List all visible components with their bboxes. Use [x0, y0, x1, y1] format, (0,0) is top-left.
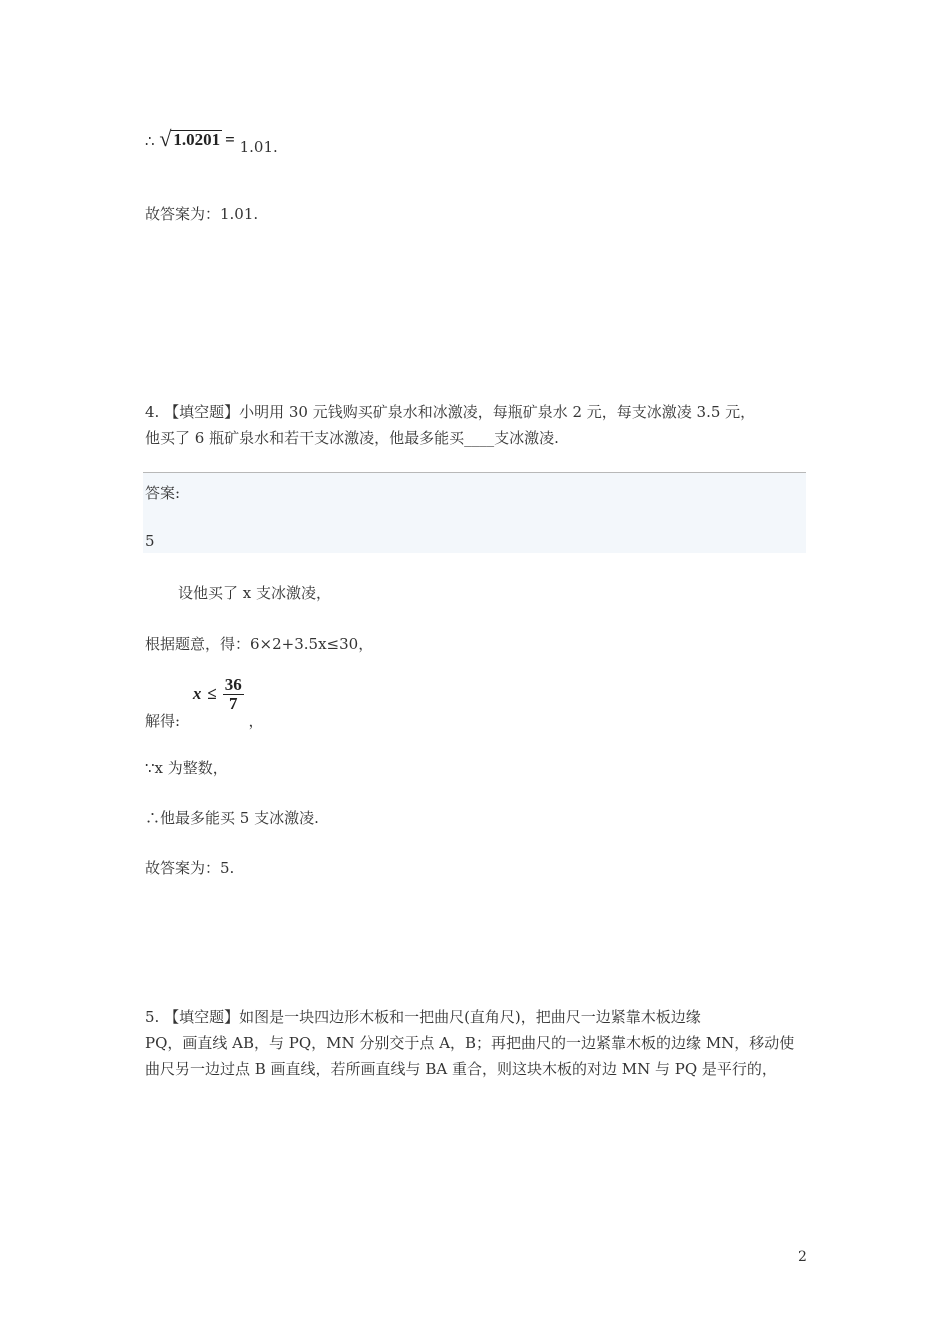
inequality-variable: x — [192, 684, 202, 704]
page-number: 2 — [798, 1249, 807, 1265]
answer-value: 5 — [145, 532, 155, 550]
inequality-relation: ≤ — [207, 684, 217, 704]
q4-stem-line1: 4. 【填空题】小明用 30 元钱购买矿泉水和冰激凌，每瓶矿泉水 2 元，每支冰激凌 3.5 元， — [145, 403, 756, 421]
solution-step-5: ∴他最多能买 5 支冰激凌. — [145, 809, 319, 827]
solution-step-3-prefix: 解得: — [145, 712, 181, 731]
solution-step-2: 根据题意，得：6×2+3.5x≤30， — [145, 635, 374, 653]
solution-step-3 — [145, 675, 264, 731]
therefore-symbol: ∴ — [145, 132, 155, 150]
fraction-denominator: 7 — [228, 693, 238, 713]
solution-step-3-suffix: ， — [248, 712, 264, 731]
sqrt-expression — [159, 128, 235, 150]
solution-step-1: 设他买了 x 支冰激凌， — [178, 584, 331, 602]
q5-stem-line2: PQ，画直线 AB，与 PQ，MN 分别交于点 A，B；再把曲尺的一边紧靠木板的边缘 MN，移动使 — [145, 1034, 795, 1052]
radical-sign-icon: √ — [159, 126, 172, 151]
answer-label: 答案: — [145, 484, 181, 502]
q3-final-answer: 故答案为：1.01. — [145, 205, 259, 223]
solution-step-6: 故答案为：5. — [145, 859, 235, 877]
q3-sqrt-line — [145, 126, 278, 156]
fraction — [223, 676, 244, 713]
q4-stem-line2: 他买了 6 瓶矿泉水和若干支冰激凌，他最多能买____支冰激凌. — [145, 429, 559, 447]
answer-box — [143, 472, 806, 553]
fraction-numerator: 36 — [224, 675, 242, 694]
sqrt-radicand: 1.0201 — [173, 130, 221, 150]
equals-sign: = — [225, 130, 235, 149]
solution-step-4: ∵x 为整数， — [145, 759, 228, 777]
q5-stem-line3: 曲尺另一边过点 B 画直线，若所画直线与 BA 重合，则这块木板的对边 MN 与 PQ 是平行的， — [145, 1060, 777, 1078]
sqrt-result: 1.01. — [239, 138, 278, 156]
q5-stem-line1: 5. 【填空题】如图是一块四边形木板和一把曲尺(直角尺)，把曲尺一边紧靠木板边缘 — [145, 1008, 701, 1026]
inequality-expression — [193, 676, 244, 713]
